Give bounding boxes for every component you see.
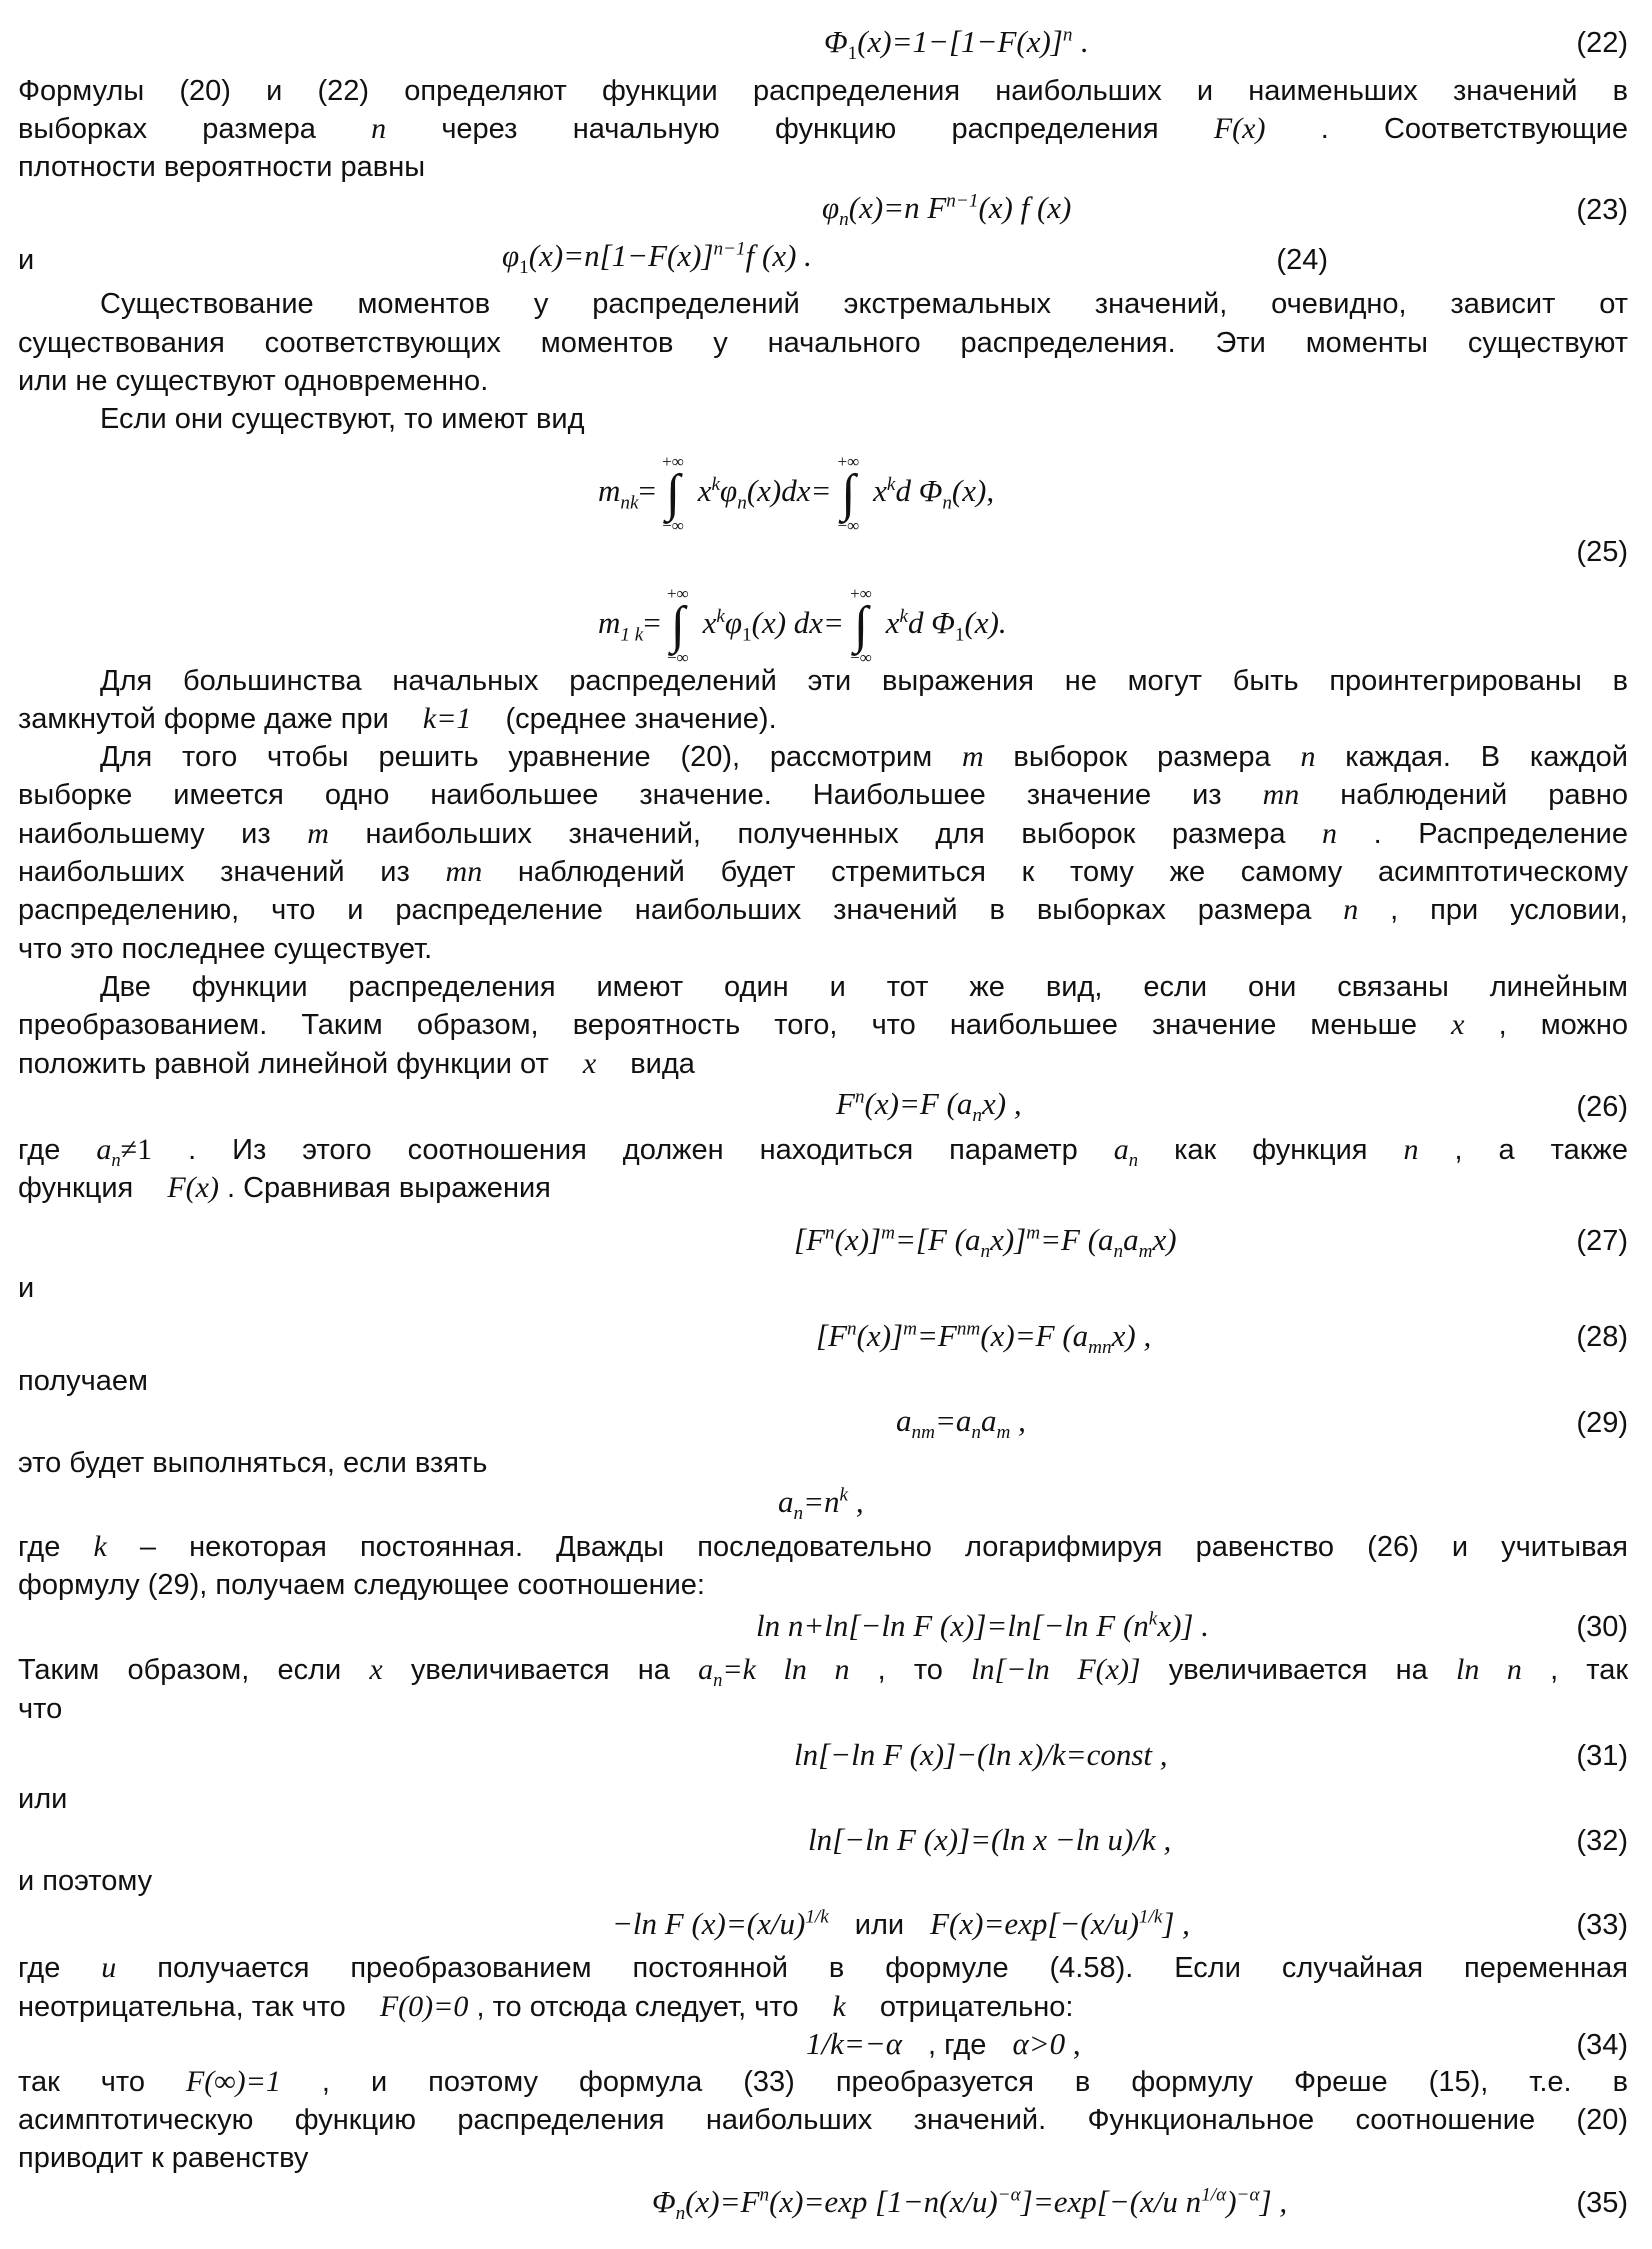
- math-variable: k: [93, 1530, 107, 1563]
- text-fragment: вида: [630, 1048, 695, 1080]
- equation-35: [652, 2182, 1288, 2225]
- text-fragment: , то отсюда следует, что: [476, 1991, 799, 2023]
- text-line: формулу (29), получаем следующее соотношение:: [18, 1569, 705, 1601]
- eq-body: (x)=n F: [848, 190, 947, 225]
- eq-exponent: n−1: [946, 190, 979, 212]
- equation-34: [806, 2024, 1081, 2065]
- text-line: и: [18, 244, 35, 276]
- eq-subscript: n: [971, 1422, 982, 1444]
- text-fragment: Для того чтобы решить уравнение (20), рассмотрим: [100, 741, 933, 773]
- eq-body: x)] .: [1157, 1608, 1209, 1643]
- eq-exponent: nm: [956, 1318, 981, 1340]
- eq-var: x: [697, 473, 712, 509]
- text-fragment: преобразованием. Таким образом, вероятность того, что наибольшее значение меньше: [18, 1009, 1418, 1041]
- text-line: Существование моментов у распределений экстремальных значений, очевидно, зависит от: [100, 288, 1628, 320]
- eq-exponent: n: [759, 2184, 770, 2206]
- math-symbol: ≠1: [120, 1133, 153, 1166]
- equation-number: (27): [1576, 1225, 1628, 1257]
- integral-upper-limit: +∞: [662, 452, 684, 471]
- eq-subscript: n: [839, 209, 849, 231]
- equation-number: (28): [1576, 1321, 1628, 1353]
- math-variable: m: [307, 817, 329, 850]
- eq-body: a: [778, 1484, 794, 1519]
- eq-body: f (x) .: [745, 238, 812, 273]
- text-line: что: [18, 1693, 63, 1725]
- math-variable: u: [101, 1951, 117, 1984]
- equation-22: [824, 22, 1088, 65]
- text-fragment: выборках размера: [18, 113, 316, 145]
- eq-exponent: n: [825, 1222, 835, 1244]
- text-line: или не существуют одновременно.: [18, 365, 489, 397]
- eq-var: x: [873, 473, 887, 509]
- integral-upper-limit: +∞: [666, 584, 689, 603]
- equation-27: [794, 1220, 1177, 1263]
- math-variable: F(x): [167, 1171, 219, 1204]
- eq-exponent: −α: [1236, 2184, 1260, 2206]
- eq-body: (x) dx=: [751, 605, 844, 641]
- math-variable: mn: [1262, 778, 1300, 811]
- text-fragment: наибольших значений из: [18, 856, 410, 888]
- math-variable: x: [369, 1653, 383, 1686]
- eq-tail: .: [1072, 24, 1088, 59]
- eq-body: a: [896, 1403, 912, 1438]
- text-line: [18, 1651, 1628, 1689]
- eq-body: (x)=F (a: [864, 1086, 973, 1121]
- text-line: [18, 815, 1628, 853]
- eq-body: ln[−ln F (x)]−(ln x)/k=const ,: [794, 1737, 1168, 1772]
- equation-29: [896, 1401, 1026, 1444]
- eq-body: (x)=1−[1−F(x)]: [857, 24, 1063, 59]
- text-line: [18, 1528, 1628, 1566]
- math-variable: ln n: [1455, 1653, 1522, 1686]
- text-line: Если они существуют, то имеют вид: [100, 403, 585, 435]
- math-subscript: n: [1128, 1150, 1139, 1171]
- eq-symbol: Φ: [824, 24, 848, 59]
- text-line: асимптотическую функцию распределения наибольших значений. Функциональное соотношение (20): [18, 2104, 1628, 2136]
- text-fragment: Таким образом, если: [18, 1654, 342, 1686]
- equation-number: (23): [1576, 194, 1628, 226]
- eq-body: (x)=F: [685, 2184, 760, 2219]
- text-fragment: , так: [1550, 1654, 1629, 1686]
- eq-exponent: k: [711, 473, 721, 495]
- equation-an: [778, 1482, 864, 1525]
- equation-33: [612, 1904, 1190, 1945]
- math-symbol: a: [698, 1653, 714, 1686]
- eq-exponent: −α: [997, 2184, 1021, 2206]
- text-line: [18, 700, 1628, 738]
- eq-body: =F: [916, 1318, 957, 1353]
- text-fragment: наибольшему из: [18, 818, 271, 850]
- eq-symbol: m: [598, 473, 621, 509]
- eq-exponent: n: [1062, 24, 1073, 46]
- math-variable: F(0)=0: [379, 1990, 469, 2023]
- integral-glyph: ∫: [841, 465, 856, 522]
- eq-conjunction: или: [854, 1909, 905, 1941]
- eq-body: (x)]: [834, 1222, 882, 1257]
- equation-number: (31): [1576, 1740, 1628, 1772]
- eq-var: x: [885, 605, 900, 641]
- integral-glyph: ∫: [670, 597, 685, 654]
- math-variable: n: [1343, 893, 1359, 926]
- eq-symbol: φ: [724, 605, 743, 641]
- eq-exponent: 1/α: [1201, 2184, 1227, 2206]
- eq-exponent: k: [899, 605, 909, 627]
- eq-exponent: 1/k: [1138, 1906, 1163, 1928]
- text-fragment: , можно: [1498, 1009, 1629, 1041]
- text-line: приводит к равенству: [18, 2142, 309, 2174]
- text-line: Для большинства начальных распределений эти выражения не могут быть проинтегрированы в: [100, 665, 1628, 697]
- text-fragment: каждая. В каждой: [1345, 741, 1628, 773]
- eq-exponent: m: [881, 1222, 895, 1244]
- eq-subscript: n: [980, 1241, 991, 1263]
- eq-body: x): [1152, 1222, 1177, 1257]
- eq-subscript: 1: [742, 624, 752, 646]
- equation-number: (34): [1576, 2029, 1628, 2061]
- math-variable: F(∞)=1: [185, 2065, 281, 2098]
- math-variable: k=1: [422, 702, 472, 735]
- text-fragment: увеличивается на: [410, 1654, 670, 1686]
- text-fragment: наибольших значений, полученных для выборок размера: [365, 818, 1286, 850]
- eq-body: =n: [803, 1484, 840, 1519]
- eq-subscript: n: [737, 492, 747, 514]
- eq-body: ]=exp[−(x/u n: [1020, 2184, 1202, 2219]
- math-variable: n: [1300, 740, 1316, 773]
- integral-glyph: ∫: [665, 465, 681, 522]
- text-fragment: . Распределение: [1373, 818, 1629, 850]
- eq-body: ): [1226, 2184, 1237, 2219]
- equation-24: [502, 236, 812, 279]
- equation-28: [816, 1316, 1152, 1359]
- eq-body: ,: [848, 1484, 864, 1519]
- eq-symbol: Φ: [652, 2184, 676, 2219]
- eq-body: x)]: [990, 1222, 1027, 1257]
- math-variable: x: [1451, 1008, 1465, 1041]
- eq-exponent: k: [716, 605, 725, 627]
- text-fragment: как функция: [1174, 1134, 1368, 1166]
- eq-body: a: [1123, 1222, 1139, 1257]
- math-symbol: a: [1113, 1133, 1129, 1166]
- equation-number: (33): [1576, 1909, 1628, 1941]
- integral-upper-limit: +∞: [850, 584, 872, 603]
- eq-body: d Φ: [908, 605, 955, 641]
- math-variable: [698, 1653, 850, 1691]
- text-fragment: неотрицательна, так что: [18, 1991, 346, 2023]
- eq-subscript: m: [1138, 1241, 1153, 1263]
- eq-subscript: mn: [1088, 1337, 1112, 1359]
- math-symbol: a: [96, 1133, 112, 1166]
- text-line: это будет выполняться, если взять: [18, 1447, 488, 1479]
- integral-lower-limit: −∞: [662, 516, 684, 535]
- text-line: [18, 2063, 1628, 2101]
- eq-subscript: m: [996, 1422, 1011, 1444]
- text-line: и: [18, 1272, 35, 1304]
- text-line: что это последнее существует.: [18, 933, 433, 965]
- text-line: Две функции распределения имеют один и тот же вид, если они связаны линейным: [100, 971, 1628, 1003]
- text-line: [18, 853, 1628, 891]
- math-variable: ln[−ln F(x)]: [971, 1653, 1141, 1686]
- text-line: существования соответствующих моментов у начального распределения. Эти моменты существуют: [18, 327, 1628, 359]
- eq-body: ln[−ln F (x)]=(ln x −ln u)/k ,: [808, 1822, 1172, 1857]
- integral-sign: [656, 452, 690, 535]
- integral-glyph: ∫: [853, 597, 869, 654]
- equation-number: (30): [1576, 1611, 1628, 1643]
- text-fragment: где: [18, 1134, 61, 1166]
- eq-exponent: k: [839, 1484, 849, 1506]
- equation-25-row-1: $m_{nk}=$ +∞ ∫ −∞ $x^k\varphi_n(x)dx=$ +∞ ∫ −∞ $x^kd$ $\Phi_n(x)$,: [598, 468, 994, 520]
- eq-body: (x)=exp [1−n(x/u): [769, 2184, 998, 2219]
- eq-body: F(x)=exp[−(x/u): [930, 1906, 1139, 1941]
- eq-exponent: m: [903, 1318, 917, 1340]
- math-variable: k: [832, 1990, 846, 2023]
- equation-number: (22): [1576, 27, 1628, 59]
- eq-conjunction: , где: [927, 2029, 987, 2061]
- text-fragment: . Соответствующие: [1320, 113, 1629, 145]
- eq-body: ] ,: [1259, 2184, 1288, 2219]
- eq-symbol: φ: [502, 238, 520, 273]
- integral-sign: [831, 452, 865, 535]
- text-line: [18, 1045, 1628, 1083]
- eq-subscript: 1 k: [620, 624, 644, 646]
- eq-body: (x)=F (a: [980, 1318, 1089, 1353]
- equation-31: [794, 1735, 1168, 1775]
- equation-32: [808, 1820, 1171, 1860]
- math-variable: n: [1403, 1133, 1419, 1166]
- eq-subscript: 1: [847, 43, 858, 65]
- text-fragment: наблюдений будет стремиться к тому же самому асимптотическому: [517, 856, 1629, 888]
- eq-body: (x)=n[1−F(x)]: [528, 238, 714, 273]
- integral-upper-limit: +∞: [837, 452, 860, 471]
- eq-subscript: n: [675, 2203, 686, 2225]
- text-line: [18, 1988, 1628, 2026]
- eq-subscript: n: [1113, 1241, 1124, 1263]
- eq-exponent: n: [854, 1086, 865, 1108]
- text-fragment: выборок размера: [1013, 741, 1271, 773]
- text-fragment: увеличивается на: [1168, 1654, 1428, 1686]
- text-fragment: , то: [877, 1654, 943, 1686]
- eq-symbol: F: [836, 1086, 855, 1121]
- text-fragment: получается преобразованием постоянной в формуле (4.58). Если случайная переменная: [157, 1952, 1629, 1984]
- text-line: [18, 110, 1628, 148]
- text-fragment: где: [18, 1531, 61, 1563]
- eq-symbol: m: [598, 605, 621, 641]
- text-line: [18, 1131, 1628, 1169]
- text-fragment: , а также: [1454, 1134, 1628, 1166]
- eq-exponent: m: [1026, 1222, 1041, 1244]
- equation-25-row-2: $m_{1 k}=$ +∞ ∫ −∞ $x^k\varphi_1(x)$ dx= +∞ ∫ −∞ $x^kd$ $\Phi_1(x)$.: [598, 600, 1007, 652]
- text-fragment: , и поэтому формула (33) преобразуется в формулу Фреше (15), т.е. в: [321, 2066, 1628, 2098]
- eq-body: [F: [816, 1318, 847, 1353]
- eq-body: a: [981, 1403, 997, 1438]
- eq-subscript: n: [972, 1105, 982, 1127]
- text-line: плотности вероятности равны: [18, 151, 426, 183]
- eq-body: (x)]: [856, 1318, 904, 1353]
- eq-var: x: [702, 605, 717, 641]
- math-variable: x: [582, 1047, 597, 1080]
- eq-body: x) ,: [1111, 1318, 1152, 1353]
- eq-body: 1/k=−α: [806, 2026, 902, 2061]
- text-line: или: [18, 1783, 68, 1815]
- text-fragment: , при условии,: [1390, 894, 1628, 926]
- eq-body: ] ,: [1162, 1906, 1190, 1941]
- text-fragment: . Из этого соотношения должен находиться параметр: [188, 1134, 1078, 1166]
- eq-exponent: 1/k: [805, 1906, 829, 1928]
- text-fragment: замкнутой форме даже при: [18, 703, 389, 735]
- eq-body: =[F (a: [894, 1222, 981, 1257]
- text-fragment: положить равной линейной функции от: [18, 1048, 549, 1080]
- eq-exponent: k: [1148, 1608, 1158, 1630]
- eq-subscript: n: [942, 492, 952, 514]
- text-line: [18, 738, 1628, 776]
- text-fragment: . Сравнивая выражения: [227, 1172, 551, 1204]
- math-variable: n: [1322, 817, 1338, 850]
- text-fragment: так что: [18, 2066, 145, 2098]
- text-fragment: выборке имеется одно наибольшее значение. Наибольшее значение из: [18, 779, 1222, 811]
- eq-tail: ,: [1065, 2026, 1081, 2061]
- text-fragment: – некоторая постоянная. Дважды последовательно логарифмируя равенство (26) и учитывая: [139, 1531, 1629, 1563]
- text-line: [18, 776, 1628, 814]
- text-line: [18, 1006, 1628, 1044]
- eq-body: (x),: [951, 473, 995, 509]
- eq-body: x) ,: [982, 1086, 1022, 1121]
- math-variable: m: [961, 740, 984, 773]
- eq-symbol: φ: [720, 473, 738, 509]
- eq-subscript: nk: [620, 492, 639, 514]
- eq-subscript: nm: [911, 1422, 935, 1444]
- text-fragment: отрицательно:: [879, 1991, 1074, 2023]
- equation-30: [756, 1606, 1209, 1646]
- text-line: [18, 891, 1628, 929]
- integral-lower-limit: −∞: [850, 648, 872, 667]
- math-variable: n: [371, 112, 387, 145]
- eq-body: ,: [1010, 1403, 1026, 1438]
- integral-lower-limit: −∞: [837, 516, 860, 535]
- integral-lower-limit: −∞: [666, 648, 689, 667]
- text-line: получаем: [18, 1365, 148, 1397]
- eq-body: =a: [934, 1403, 972, 1438]
- eq-body: ln n+ln[−ln F (x)]=ln[−ln F (n: [756, 1608, 1149, 1643]
- equation-number: (25): [1576, 536, 1628, 568]
- text-line: [18, 1949, 1628, 1987]
- eq-body: −ln F (x)=(x/u): [612, 1906, 806, 1941]
- eq-subscript: 1: [954, 624, 965, 646]
- text-fragment: функция: [18, 1172, 134, 1204]
- text-fragment: наблюдений равно: [1340, 779, 1629, 811]
- eq-body: (x).: [964, 605, 1007, 641]
- integral-sign: [844, 584, 878, 667]
- text-fragment: (среднее значение).: [505, 703, 777, 735]
- integral-sign: [661, 584, 695, 667]
- eq-body: d Φ: [895, 473, 943, 509]
- math-subscript: n: [713, 1670, 723, 1691]
- math-subscript: n: [111, 1150, 121, 1171]
- eq-subscript: 1: [519, 257, 529, 279]
- math-variable: [1113, 1133, 1139, 1171]
- math-variable: [96, 1133, 153, 1171]
- eq-body: (x)dx=: [746, 473, 832, 509]
- math-variable: mn: [445, 855, 483, 888]
- eq-symbol: φ: [822, 190, 840, 225]
- equation-number: (32): [1576, 1825, 1628, 1857]
- equation-number: (24): [1276, 244, 1328, 276]
- eq-body: α>0: [1012, 2026, 1066, 2061]
- text-line: [18, 1169, 1628, 1207]
- equation-number: (35): [1576, 2187, 1628, 2219]
- text-fragment: где: [18, 1952, 61, 1984]
- eq-exponent: n: [847, 1318, 857, 1340]
- eq-subscript: n: [793, 1503, 804, 1525]
- equation-number: (29): [1576, 1407, 1628, 1439]
- text-line: Формулы (20) и (22) определяют функции распределения наибольших и наименьших значений в: [18, 75, 1628, 107]
- eq-body: =F (a: [1040, 1222, 1114, 1257]
- equation-23: [822, 188, 1072, 231]
- eq-exponent: k: [886, 473, 896, 495]
- math-symbol: =k ln n: [722, 1653, 850, 1686]
- eq-exponent: n−1: [713, 238, 746, 260]
- eq-body: [F: [794, 1222, 825, 1257]
- equation-26: [836, 1084, 1022, 1127]
- equation-number: (26): [1576, 1091, 1628, 1123]
- text-fragment: через начальную функцию распределения: [441, 113, 1159, 145]
- text-fragment: распределению, что и распределение наибольших значений в выборках размера: [18, 894, 1312, 926]
- eq-body: (x) f (x): [978, 190, 1072, 225]
- text-line: и поэтому: [18, 1865, 153, 1897]
- math-variable: F(x): [1213, 112, 1266, 145]
